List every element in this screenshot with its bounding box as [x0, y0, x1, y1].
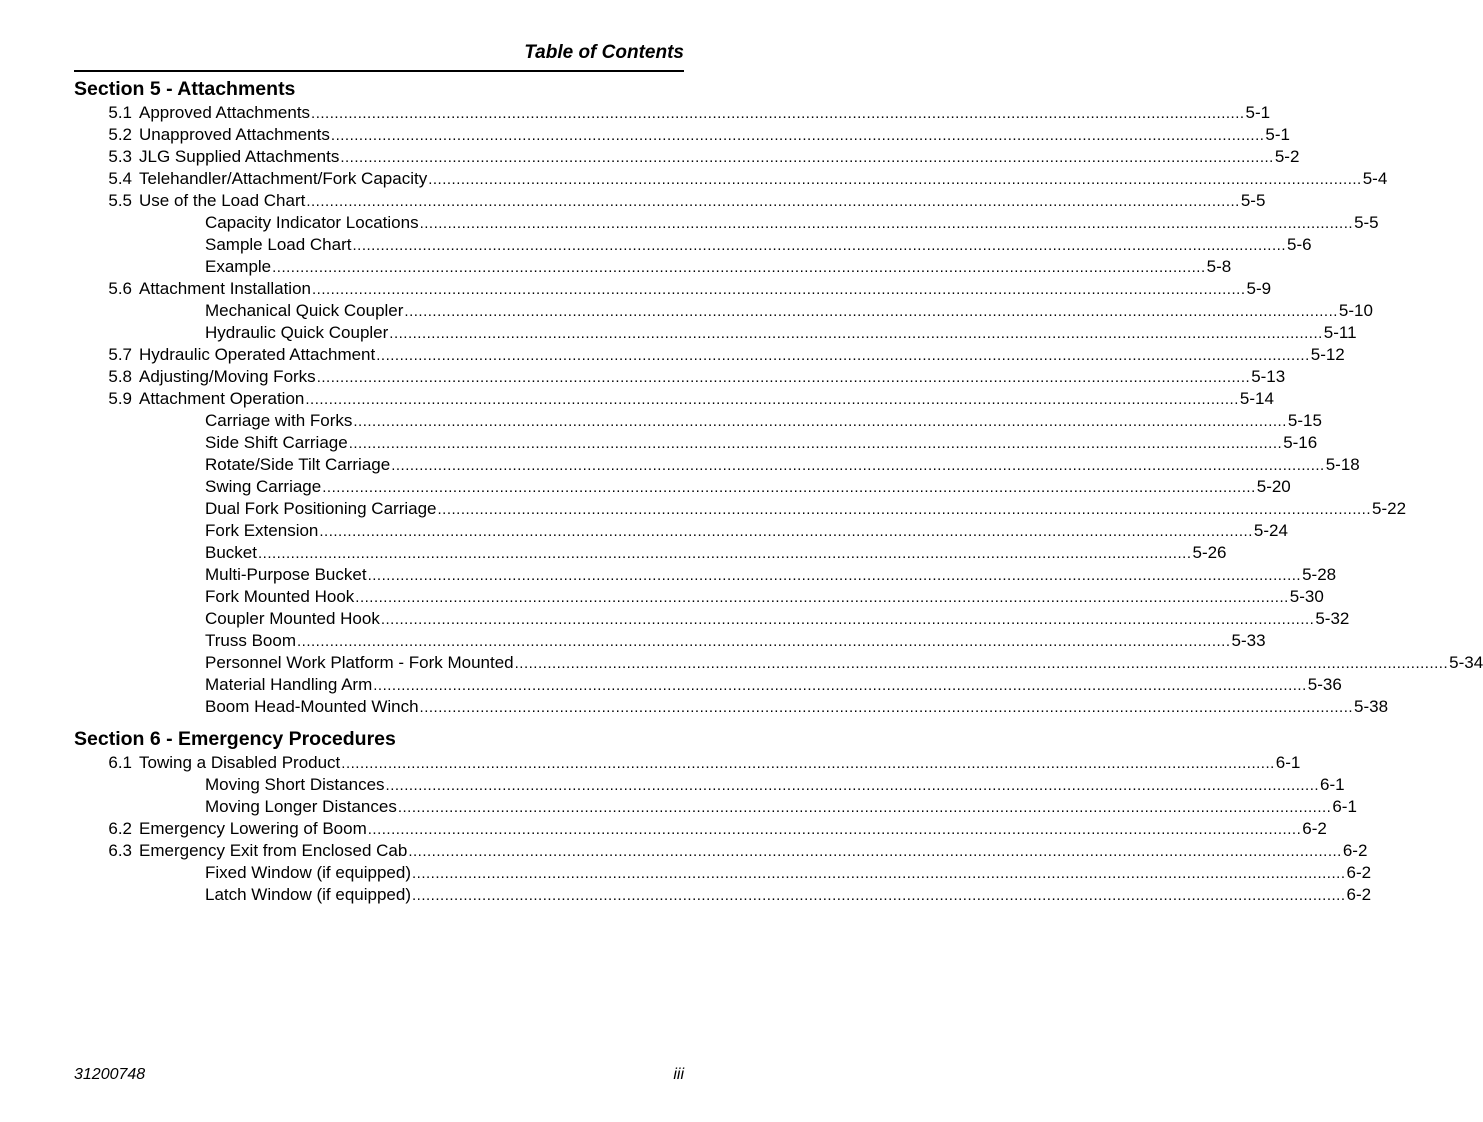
dot-leader: ........................................................................................................................................................................................................ — [272, 259, 1206, 276]
toc-entry-title: Swing Carriage — [205, 477, 322, 496]
toc-entry[interactable] — [74, 432, 1318, 454]
toc-entry-title: Latch Window (if equipped) — [205, 885, 412, 904]
toc-entry[interactable] — [74, 564, 1337, 586]
toc-entry-title: Telehandler/Attachment/Fork Capacity — [139, 169, 428, 188]
toc-entry-page: 5-24 — [1253, 521, 1288, 540]
toc-entry-number: 5.9 — [108, 389, 132, 408]
toc-entry-title: Multi-Purpose Bucket — [205, 565, 367, 584]
toc-entry-number: 5.6 — [108, 279, 132, 298]
toc-entry[interactable] — [74, 586, 1324, 608]
toc-entry-page: 6-2 — [1342, 841, 1368, 860]
toc-entry-page: 5-28 — [1302, 565, 1337, 584]
toc-entry-number: 5.4 — [108, 169, 132, 188]
toc-entry-page: 5-15 — [1287, 411, 1322, 430]
toc-entry-title: Fixed Window (if equipped) — [205, 863, 411, 882]
toc-entry-title: Capacity Indicator Locations — [205, 213, 419, 232]
toc-entry[interactable] — [74, 498, 1407, 520]
toc-entry[interactable] — [74, 168, 1388, 190]
dot-leader: ........................................................................................................................................................................................................ — [348, 435, 1283, 452]
toc-entry-title: JLG Supplied Attachments — [139, 147, 340, 166]
toc-entry-page: 5-20 — [1256, 477, 1291, 496]
toc-entry-title: Approved Attachments — [139, 103, 311, 122]
toc-entry-title: Truss Boom — [205, 631, 297, 650]
dot-leader: ........................................................................................................................................................................................................ — [330, 127, 1265, 144]
toc-entry-page: 5-1 — [1245, 103, 1271, 122]
dot-leader: ........................................................................................................................................................................................................ — [297, 633, 1231, 650]
dot-leader: ........................................................................................................................................................................................................ — [376, 347, 1310, 364]
dot-leader: ........................................................................................................................................................................................................ — [311, 105, 1245, 122]
dot-leader: ........................................................................................................................................................................................................ — [367, 821, 1302, 838]
toc-entry[interactable] — [74, 630, 1266, 652]
dot-leader: ........................................................................................................................................................................................................ — [367, 567, 1302, 584]
toc-entry-number: 6.1 — [108, 753, 132, 772]
dot-leader: ........................................................................................................................................................................................................ — [412, 887, 1346, 904]
toc-entry[interactable] — [74, 146, 1300, 168]
dot-leader: ........................................................................................................................................................................................................ — [428, 171, 1362, 188]
toc-entry-page: 6-1 — [1275, 753, 1301, 772]
dot-leader: ........................................................................................................................................................................................................ — [411, 865, 1346, 882]
dot-leader: ........................................................................................................................................................................................................ — [408, 843, 1342, 860]
toc-entry[interactable] — [74, 542, 1227, 564]
toc-entry-page: 6-2 — [1346, 885, 1372, 904]
toc-entry-title: Emergency Exit from Enclosed Cab — [139, 841, 408, 860]
toc-entry-page: 5-10 — [1338, 301, 1373, 320]
dot-leader: ........................................................................................................................................................................................................ — [437, 501, 1371, 518]
toc-entry[interactable] — [74, 652, 1483, 674]
toc-entry-page: 5-4 — [1362, 169, 1388, 188]
toc-entry-title: Boom Head-Mounted Winch — [205, 697, 419, 716]
toc-entry[interactable] — [74, 366, 1286, 388]
toc-entry-page: 5-22 — [1372, 499, 1407, 518]
toc-entry-title: Moving Short Distances — [205, 775, 385, 794]
page-header-title: Table of Contents — [524, 42, 684, 63]
header-rule — [74, 70, 684, 72]
dot-leader: ........................................................................................................................................................................................................ — [322, 479, 1256, 496]
toc-entry[interactable] — [74, 344, 1345, 366]
toc-entry-page: 5-12 — [1310, 345, 1345, 364]
dot-leader: ........................................................................................................................................................................................................ — [404, 303, 1338, 320]
section-5-heading: Section 5 - Attachments — [74, 78, 296, 100]
toc-entry-title: Rotate/Side Tilt Carriage — [205, 455, 391, 474]
toc-entry-title: Unapproved Attachments — [139, 125, 330, 144]
toc-entry[interactable] — [74, 278, 1272, 300]
toc-entry-page: 6-2 — [1346, 863, 1372, 882]
toc-entry[interactable] — [74, 212, 1379, 234]
toc-entry-title: Moving Longer Distances — [205, 797, 397, 816]
dot-leader: ........................................................................................................................................................................................................ — [305, 391, 1239, 408]
toc-entry-page: 5-5 — [1240, 191, 1266, 210]
toc-entry-title: Coupler Mounted Hook — [205, 609, 380, 628]
toc-entry-page: 5-32 — [1315, 609, 1350, 628]
dot-leader: ........................................................................................................................................................................................................ — [341, 755, 1275, 772]
section-6-entries — [74, 752, 1372, 906]
toc-entry-title: Towing a Disabled Product — [139, 753, 341, 772]
toc-entry[interactable] — [74, 476, 1291, 498]
toc-entry[interactable] — [74, 190, 1266, 212]
toc-entry-number: 5.1 — [108, 103, 132, 122]
dot-leader: ........................................................................................................................................................................................................ — [419, 215, 1354, 232]
toc-entry-title: Emergency Lowering of Boom — [139, 819, 367, 838]
toc-entry[interactable] — [74, 454, 1360, 476]
toc-entry-title: Adjusting/Moving Forks — [139, 367, 316, 386]
dot-leader: ........................................................................................................................................................................................................ — [306, 193, 1240, 210]
toc-entry-title: Fork Mounted Hook — [205, 587, 355, 606]
toc-entry-page: 5-11 — [1323, 323, 1357, 342]
page-number: iii — [673, 1066, 684, 1083]
toc-entry-number: 5.2 — [108, 125, 132, 144]
table-of-contents — [74, 76, 1483, 906]
dot-leader: ........................................................................................................................................................................................................ — [316, 369, 1251, 386]
toc-entry-page: 5-14 — [1239, 389, 1274, 408]
dot-leader: ........................................................................................................................................................................................................ — [319, 523, 1253, 540]
toc-entry[interactable] — [74, 674, 1342, 696]
toc-entry-number: 5.5 — [108, 191, 132, 210]
toc-entry-page: 5-5 — [1354, 213, 1379, 232]
toc-entry-page: 5-1 — [1265, 125, 1290, 144]
toc-entry-title: Bucket — [205, 543, 257, 562]
toc-entry-page: 5-9 — [1246, 279, 1272, 298]
toc-entry[interactable] — [74, 752, 1301, 774]
toc-entry-title: Hydraulic Quick Coupler — [205, 323, 389, 342]
toc-entry-page: 5-26 — [1192, 543, 1227, 562]
toc-entry-page: 5-2 — [1274, 147, 1300, 166]
toc-entry[interactable] — [74, 520, 1288, 542]
dot-leader: ........................................................................................................................................................................................................ — [311, 281, 1246, 298]
dot-leader: ........................................................................................................................................................................................................ — [514, 655, 1449, 672]
toc-entry-title: Mechanical Quick Coupler — [205, 301, 404, 320]
toc-entry[interactable] — [74, 862, 1372, 884]
toc-entry-page: 6-1 — [1332, 797, 1357, 816]
toc-entry-title: Fork Extension — [205, 521, 319, 540]
dot-leader: ........................................................................................................................................................................................................ — [340, 149, 1274, 166]
toc-entry-page: 5-13 — [1251, 367, 1286, 386]
toc-entry-number: 5.7 — [108, 345, 132, 364]
dot-leader: ........................................................................................................................................................................................................ — [355, 589, 1289, 606]
document-number: 31200748 — [74, 1066, 146, 1083]
toc-entry-title: Use of the Load Chart — [139, 191, 306, 210]
toc-entry-number: 6.3 — [108, 841, 132, 860]
toc-entry[interactable] — [74, 102, 1271, 124]
dot-leader: ........................................................................................................................................................................................................ — [352, 237, 1286, 254]
toc-entry-title: Attachment Operation — [139, 389, 305, 408]
dot-leader: ........................................................................................................................................................................................................ — [380, 611, 1315, 628]
toc-entry-number: 5.8 — [108, 367, 132, 386]
toc-entry-title: Sample Load Chart — [205, 235, 352, 254]
toc-entry-page: 5-36 — [1307, 675, 1342, 694]
section-5-entries — [74, 102, 1483, 718]
toc-entry-page: 5-6 — [1286, 235, 1312, 254]
toc-entry-page: 5-8 — [1206, 257, 1232, 276]
toc-entry-title: Material Handling Arm — [205, 675, 373, 694]
toc-entry[interactable] — [74, 818, 1327, 840]
toc-entry-page: 5-18 — [1325, 455, 1360, 474]
toc-entry[interactable] — [74, 796, 1357, 818]
toc-entry-page: 5-33 — [1231, 631, 1266, 650]
toc-entry[interactable] — [74, 388, 1274, 410]
toc-entry[interactable] — [74, 884, 1372, 906]
toc-entry[interactable] — [74, 696, 1389, 718]
toc-entry[interactable] — [74, 608, 1350, 630]
toc-entry[interactable] — [74, 124, 1290, 146]
toc-entry-title: Personnel Work Platform - Fork Mounted — [205, 653, 514, 672]
toc-entry-page: 6-1 — [1320, 775, 1345, 794]
toc-entry-page: 5-30 — [1289, 587, 1324, 606]
dot-leader: ........................................................................................................................................................................................................ — [353, 413, 1287, 430]
toc-entry-page: 6-2 — [1302, 819, 1327, 838]
toc-entry-page: 5-38 — [1354, 697, 1389, 716]
dot-leader: ........................................................................................................................................................................................................ — [419, 699, 1354, 716]
toc-entry-title: Hydraulic Operated Attachment — [139, 345, 376, 364]
toc-entry[interactable] — [74, 300, 1373, 322]
toc-entry-number: 5.3 — [108, 147, 132, 166]
dot-leader: ........................................................................................................................................................................................................ — [385, 777, 1320, 794]
dot-leader: ........................................................................................................................................................................................................ — [397, 799, 1332, 816]
toc-entry[interactable] — [74, 410, 1322, 432]
toc-entry-page: 5-34 — [1449, 653, 1483, 672]
toc-entry[interactable] — [74, 234, 1312, 256]
toc-entry[interactable] — [74, 840, 1368, 862]
toc-entry-title: Carriage with Forks — [205, 411, 353, 430]
toc-entry-title: Side Shift Carriage — [205, 433, 348, 452]
dot-leader: ........................................................................................................................................................................................................ — [257, 545, 1192, 562]
toc-entry-page: 5-16 — [1283, 433, 1318, 452]
dot-leader: ........................................................................................................................................................................................................ — [373, 677, 1307, 694]
toc-entry[interactable] — [74, 322, 1357, 344]
toc-entry-title: Example — [205, 257, 272, 276]
section-6-heading: Section 6 - Emergency Procedures — [74, 728, 396, 750]
dot-leader: ........................................................................................................................................................................................................ — [389, 325, 1323, 342]
toc-entry[interactable] — [74, 256, 1232, 278]
toc-entry-title: Dual Fork Positioning Carriage — [205, 499, 437, 518]
toc-entry-number: 6.2 — [108, 819, 132, 838]
toc-entry[interactable] — [74, 774, 1345, 796]
dot-leader: ........................................................................................................................................................................................................ — [391, 457, 1325, 474]
toc-entry-title: Attachment Installation — [139, 279, 311, 298]
